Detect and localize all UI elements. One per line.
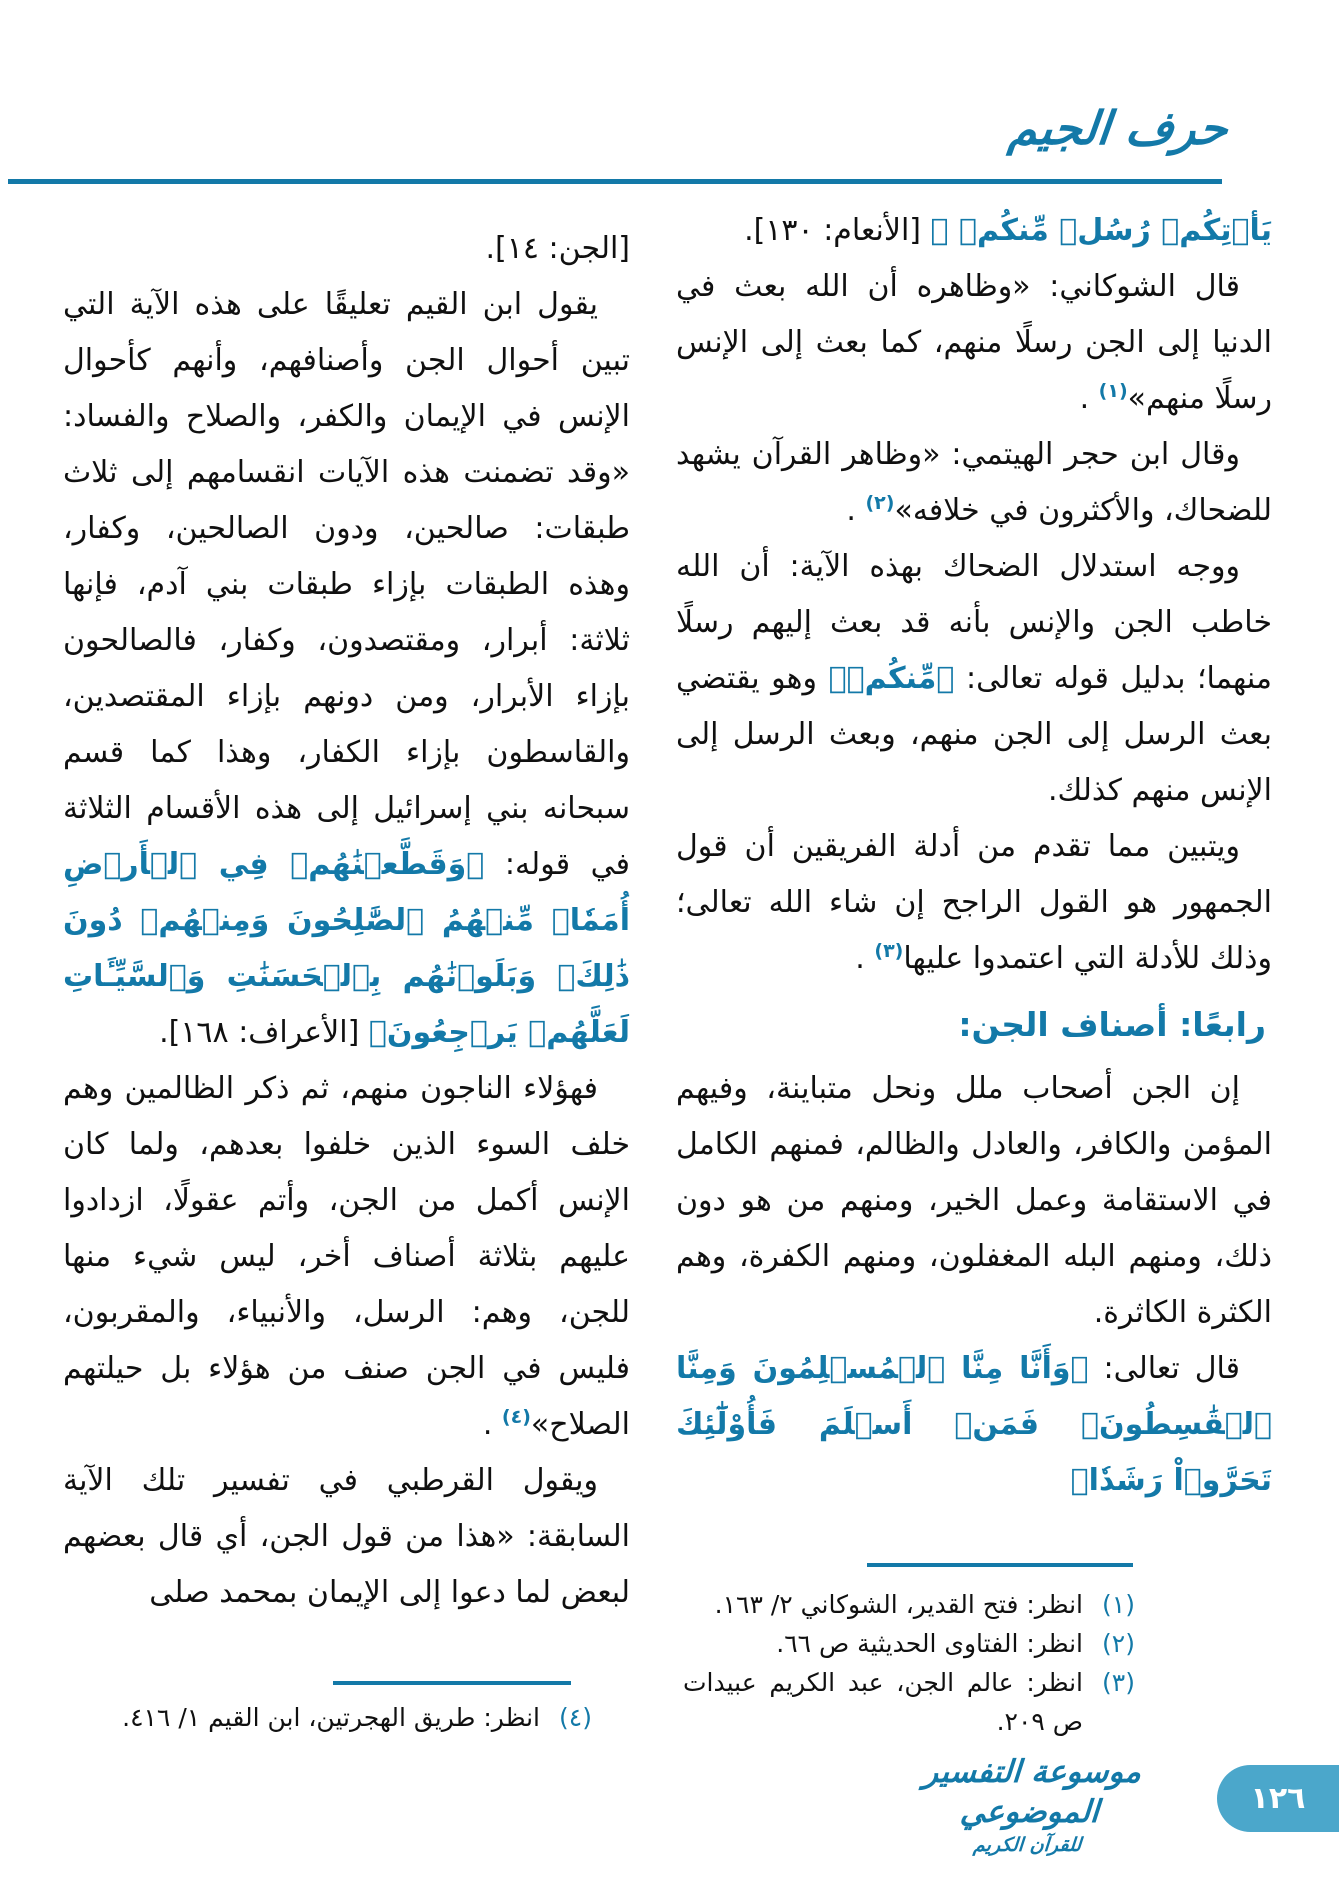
paragraph xyxy=(63,1453,630,1621)
footnote-marker: (٤) xyxy=(559,1703,592,1732)
footnote-rule-left xyxy=(333,1681,571,1685)
column-left xyxy=(63,221,630,1621)
text-segment: وقال ابن حجر الهيتمي: «وظاهر القرآن يشهد للضحاك، والأكثرون في خلافه» xyxy=(676,437,1272,528)
paragraph xyxy=(676,539,1272,819)
verse-reference-line xyxy=(676,203,1272,259)
column-right xyxy=(676,203,1272,1509)
footnote-marker-sup: (٢) xyxy=(865,492,895,514)
footnote-marker-sup: (١) xyxy=(1098,380,1128,402)
footnotes-left xyxy=(80,1698,592,1737)
text-segment: ويقول القرطبي في تفسير تلك الآية السابقة: «هذا من قول الجن، أي قال بعضهم لبعض لما دعوا إلى الإيمان بمحمد صلى xyxy=(63,1463,630,1610)
text-segment: وهو يقتضي بعث الرسل إلى الجن منهم، وبعث الرسل إلى الإنس منهم كذلك. xyxy=(676,661,1272,808)
footnote xyxy=(80,1698,592,1737)
paragraph xyxy=(676,1061,1272,1341)
text-segment: . xyxy=(482,1407,502,1442)
page-number: ١٢٦ xyxy=(1250,1781,1306,1816)
text-segment: ووجه استدلال الضحاك بهذه الآية: أن الله خاطب الجن والإنس بأنه قد بعث إليهم رسلًا منهما؛ بدليل قوله تعالى: xyxy=(676,549,1272,696)
text-segment: يقول ابن القيم تعليقًا على هذه الآية التي تبين أحوال الجن وأصنافهم، وأنهم كأحوال الإنس في الإيمان والكفر، والصلاح والفساد: «وقد تضمنت هذه الآيات انقسامهم إلى ثلاث طبقات: صالحين، ودون الصالحين، وكفار، وهذه الطبقات بإزاء طبقات بني آدم، فإنها ثلاثة: أبرار، ومقتصدون، وكفار، فالصالحون بإزاء الأبرار، ومن دونهم بإزاء المقتصدين، والقاسطون بإزاء الكفار، وهذا كما قسم سبحانه بني إسرائيل إلى هذه الأقسام الثلاثة في قوله: xyxy=(63,287,630,882)
footnote-rule-right xyxy=(867,1563,1133,1567)
quran-text: ﴿وَأَنَّا مِنَّا ٱلۡمُسۡلِمُونَ وَمِنَّا ٱلۡقَٰسِطُونَۖ فَمَنۡ أَسۡلَمَ فَأُوْلَٰٓئِكَ تَحَرَّوۡاْ رَشَدٗا﴾ xyxy=(676,1351,1272,1498)
footnote-marker-sup: (٣) xyxy=(874,940,904,962)
footnote xyxy=(683,1663,1135,1741)
text-segment: قال تعالى: xyxy=(1088,1351,1240,1386)
text-segment: [الجن: ١٤]. xyxy=(485,231,630,266)
footnote-marker: (١) xyxy=(1102,1590,1135,1619)
paragraph xyxy=(676,1341,1272,1509)
page-number-pill xyxy=(1217,1765,1339,1832)
logo-line-2: للقرآن الكريم xyxy=(972,1834,1082,1856)
paragraph xyxy=(676,259,1272,427)
paragraph xyxy=(676,427,1272,539)
quran-text: ﴿وَقَطَّعۡنَٰهُمۡ فِي ٱلۡأَرۡضِ أُمَمٗاۖ مِّنۡهُمُ ٱلصَّٰلِحُونَ وَمِنۡهُمۡ دُونَ ذَٰلِكَۖ وَبَلَوۡنَٰهُم بِٱلۡحَسَنَٰتِ وَٱلسَّيِّـَٔاتِ لَعَلَّهُمۡ يَرۡجِعُونَ﴾ xyxy=(63,847,630,1050)
quran-text: ﴿مِّنكُمۡ﴾ xyxy=(828,661,955,696)
footnote-text: انظر: فتح القدير، الشوكاني ٢/ ١٦٣. xyxy=(714,1590,1083,1619)
chapter-title: حرف الجيم xyxy=(1005,101,1230,155)
footnote-text: انظر: عالم الجن، عبد الكريم عبيدات ص ٢٠٩. xyxy=(683,1668,1083,1736)
text-segment: رابعًا: أصناف الجن: xyxy=(958,1005,1266,1044)
paragraph xyxy=(676,819,1272,987)
logo-line-1: موسوعة التفسير الموضوعي xyxy=(922,1754,1143,1830)
text-segment: . xyxy=(855,941,875,976)
footnote xyxy=(683,1585,1135,1624)
publisher-logo xyxy=(876,1752,1183,1858)
text-segment: قال الشوكاني: «وظاهره أن الله بعث في الدنيا إلى الجن رسلًا منهم، كما بعث إلى الإنس رسلًا منهم» xyxy=(676,269,1272,416)
footnote-marker: (٣) xyxy=(1102,1668,1135,1697)
footnote-text: انظر: طريق الهجرتين، ابن القيم ١/ ٤١٦. xyxy=(122,1703,540,1732)
text-segment: فهؤلاء الناجون منهم، ثم ذكر الظالمين وهم خلف السوء الذين خلفوا بعدهم، ولما كان الإنس أكمل من الجن، وأتم عقولًا، ازدادوا عليهم بثلاثة أصناف أخر، ليس شيء منها للجن، وهم: الرسل، والأنبياء، والمقربون، فليس في الجن صنف من هؤلاء بل حيلتهم الصلاح» xyxy=(63,1071,630,1442)
footnote xyxy=(683,1624,1135,1663)
footnote-text: انظر: الفتاوى الحديثية ص ٦٦. xyxy=(776,1629,1083,1658)
footnote-marker: (٢) xyxy=(1102,1629,1135,1658)
text-segment: [الأنعام: ١٣٠]. xyxy=(744,213,931,248)
footnotes-right xyxy=(683,1585,1135,1741)
verse-reference-line xyxy=(63,221,630,277)
text-segment: . xyxy=(846,493,866,528)
header-rule xyxy=(8,179,1222,184)
footnote-marker-sup: (٤) xyxy=(501,1406,531,1428)
text-segment: إن الجن أصحاب ملل ونحل متباينة، وفيهم المؤمن والكافر، والعادل والظالم، فمنهم الكامل في الاستقامة وعمل الخير، ومنهم من هو دون ذلك، ومنهم البله المغفلون، ومنهم الكفرة، وهم الكثرة الكاثرة. xyxy=(676,1071,1272,1330)
text-segment: . xyxy=(1079,381,1099,416)
paragraph xyxy=(63,277,630,1061)
text-segment: ويتبين مما تقدم من أدلة الفريقين أن قول الجمهور هو القول الراجح إن شاء الله تعالى؛ وذلك للأدلة التي اعتمدوا عليها xyxy=(676,829,1272,976)
section-heading xyxy=(676,997,1272,1053)
quran-text: يَأۡتِكُمۡ رُسُلٞ مِّنكُمۡ ﴾ xyxy=(930,213,1272,248)
text-segment: [الأعراف: ١٦٨]. xyxy=(159,1015,369,1050)
paragraph xyxy=(63,1061,630,1453)
